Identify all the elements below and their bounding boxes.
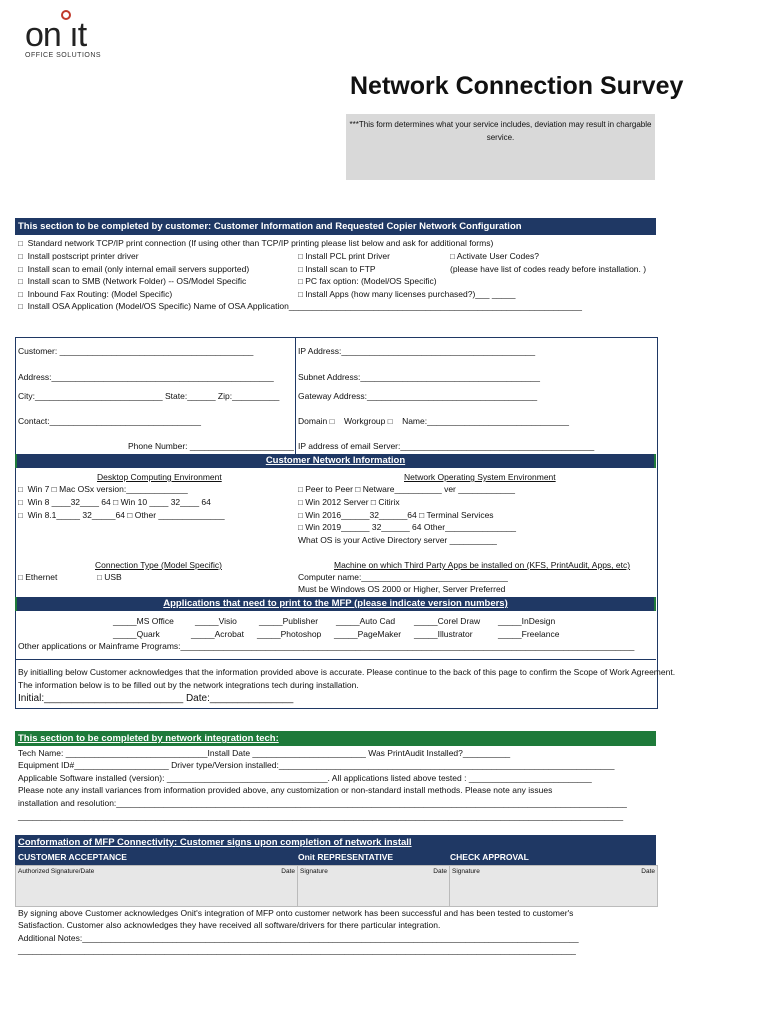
footer-line-1: By signing above Customer acknowledges Onit's integration of MFP onto customer network has been successful and has been tested to customer's: [18, 908, 574, 918]
ethernet-option[interactable]: □ Ethernet: [18, 572, 58, 582]
app-pagemaker[interactable]: _____PageMaker: [334, 629, 402, 639]
option-scan-ftp[interactable]: □ Install scan to FTP: [298, 264, 376, 274]
notice-text: ***This form determines what your service includes, deviation may result in chargable service.: [349, 120, 652, 142]
option-pcl[interactable]: □ Install PCL print Driver: [298, 251, 390, 261]
tech-section-header: This section to be completed by network integration tech:: [15, 731, 656, 746]
checkbox-icon: □: [18, 573, 23, 582]
date-label: Date: [281, 868, 295, 875]
checkbox-icon: □: [450, 252, 455, 261]
gateway-field[interactable]: Gateway Address:____________________________________: [298, 391, 538, 401]
network-env-title: Network Operating System Environment: [404, 472, 556, 482]
workgroup-label: Workgroup: [343, 416, 386, 426]
network-row-3[interactable]: □ Win 2016______32______64 □ Terminal Services: [298, 510, 494, 520]
customer-signature-box[interactable]: [15, 865, 298, 907]
checkbox-icon: □: [18, 511, 23, 520]
domain-label: Domain: [298, 416, 328, 426]
user-codes-note: (please have list of codes ready before installation. ): [450, 264, 647, 274]
info-divider: [295, 337, 296, 455]
address-field[interactable]: Address:_______________________________________________: [18, 372, 274, 382]
checkbox-icon: □: [298, 523, 303, 532]
conformation-header: Conformation of MFP Connectivity: Customer signs upon completion of network install: [15, 835, 656, 850]
footer-line-2: Satisfaction. Customer also acknowledges they have received all software/drivers for there particular integration.: [18, 920, 441, 930]
logo-ring-icon: [61, 10, 71, 20]
network-info-header: Customer Network Information: [15, 454, 656, 468]
option-standard-tcpip[interactable]: □ Standard network TCP/IP print connection (If using other than TCP/IP printing please list below and ask for additional forms): [18, 238, 494, 248]
checkbox-icon: □: [18, 252, 23, 261]
tech-line-2[interactable]: Equipment ID#____________________ Driver type/Version installed:_______________________________________________________________________: [18, 760, 615, 770]
option-pc-fax[interactable]: □ PC fax option: (Model/OS Specific): [298, 276, 437, 286]
checkbox-icon: □: [298, 265, 303, 274]
checkbox-icon: □: [298, 485, 303, 494]
tech-line-5[interactable]: installation and resolution:____________________________________________________________________________________________________________: [18, 798, 627, 808]
app-autocad[interactable]: _____Auto Cad: [336, 616, 396, 626]
checkbox-icon: □: [298, 498, 303, 507]
signature-label: Signature: [300, 868, 328, 875]
option-scan-smb[interactable]: □ Install scan to SMB (Network Folder) -- OS/Model Specific: [18, 276, 247, 286]
option-inbound-fax[interactable]: □ Inbound Fax Routing: (Model Specific): [18, 289, 173, 299]
tech-line-1[interactable]: Tech Name: ______________________________Install Date ________________________ Was PrintAudit Installed?__________: [18, 748, 511, 758]
checkbox-icon: □: [18, 265, 23, 274]
option-scan-email[interactable]: □ Install scan to email (only internal email servers supported): [18, 264, 250, 274]
apps-header: Applications that need to print to the MFP (please indicate version numbers): [15, 597, 656, 611]
logo-wordmark: on ıt: [25, 18, 101, 52]
checkbox-icon: □: [18, 277, 23, 286]
signature-label-2: Signature: [452, 868, 480, 875]
must-be-note: Must be Windows OS 2000 or Higher, Server Preferred: [298, 584, 506, 594]
ack-line-1: By initialling below Customer acknowledges that the information provided above is accurate. Please continue to the back of this page to confirm the Scope of Work Agreement.: [18, 667, 676, 677]
other-apps-field[interactable]: Other applications or Mainframe Programs:________________________________________________________________________________________________: [18, 641, 635, 651]
checkbox-icon[interactable]: □: [329, 417, 335, 426]
onit-rep-label: Onit REPRESENTATIVE: [298, 852, 394, 862]
ip-email-server-field[interactable]: IP address of email Server:_________________________________________: [298, 441, 595, 451]
app-ms-office[interactable]: _____MS Office: [113, 616, 174, 626]
tech-line-4: Please note any install variances from information provided above, any customization or non-standard install methods. Please note any issues: [18, 785, 553, 795]
customer-section-header: This section to be completed by customer: Customer Information and Requested Copier Network Configuration: [15, 218, 656, 235]
contact-field[interactable]: Contact:________________________________: [18, 416, 201, 426]
customer-field[interactable]: Customer: _________________________________________: [18, 346, 254, 356]
date-label-3: Date: [641, 868, 655, 875]
checkbox-icon: □: [298, 277, 303, 286]
network-row-2[interactable]: □ Win 2012 Server □ Citirix: [298, 497, 400, 507]
apps-divider: [15, 659, 656, 660]
option-postscript[interactable]: □ Install postscript printer driver: [18, 251, 139, 261]
app-photoshop[interactable]: _____Photoshop: [257, 629, 322, 639]
notice-box: [346, 114, 655, 180]
network-header-border: [15, 454, 656, 468]
checkbox-icon: □: [298, 511, 303, 520]
desktop-row-3[interactable]: □ Win 8.1_____ 32_____64 □ Other ______________: [18, 510, 225, 520]
initial-date-field[interactable]: Initial:_________________________ Date:_______________: [18, 693, 294, 704]
app-quark[interactable]: _____Quark: [113, 629, 160, 639]
onit-signature-box[interactable]: [297, 865, 450, 907]
checkbox-icon[interactable]: □: [387, 417, 393, 426]
checkbox-icon: □: [298, 252, 303, 261]
active-directory-field[interactable]: What OS is your Active Directory server __________: [298, 535, 497, 545]
checkbox-icon: □: [18, 302, 23, 311]
acceptance-bar: [15, 850, 656, 865]
logo-subtitle: OFFICE SOLUTIONS: [25, 52, 102, 59]
company-logo: [25, 18, 101, 59]
name-field[interactable]: Name:______________________________: [402, 416, 569, 426]
app-illustrator[interactable]: _____Illustrator: [414, 629, 473, 639]
phone-field[interactable]: Phone Number: ______________________: [128, 441, 294, 451]
additional-notes-field[interactable]: Additional Notes:_________________________________________________________________________________________________________: [18, 933, 579, 943]
customer-acceptance-label: CUSTOMER ACCEPTANCE: [18, 852, 127, 862]
checkbox-icon: □: [18, 498, 23, 507]
option-user-codes[interactable]: □ Activate User Codes?: [450, 251, 539, 261]
option-install-apps[interactable]: □ Install Apps (how many licenses purchased?)___ _____: [298, 289, 516, 299]
desktop-row-2[interactable]: □ Win 8 ____32____ 64 □ Win 10 ____ 32____ 64: [18, 497, 211, 507]
checkbox-icon: □: [18, 239, 23, 248]
checkbox-icon: □: [97, 573, 102, 582]
app-freelance[interactable]: _____Freelance: [498, 629, 560, 639]
check-approval-label: CHECK APPROVAL: [450, 852, 529, 862]
date-label-2: Date: [433, 868, 447, 875]
app-publisher[interactable]: _____Publisher: [259, 616, 319, 626]
ip-address-field[interactable]: IP Address:_________________________________________: [298, 346, 536, 356]
checkbox-icon: □: [298, 290, 303, 299]
check-approval-box[interactable]: [449, 865, 658, 907]
connection-type-title: Connection Type (Model Specific): [95, 560, 222, 570]
network-row-1[interactable]: □ Peer to Peer □ Netware__________ ver ____________: [298, 484, 515, 494]
additional-notes-line[interactable]: ______________________________________________________________________________________________________________________: [18, 945, 576, 955]
page-title: Network Connection Survey: [350, 72, 684, 100]
city-state-zip-field[interactable]: City:___________________________ State:______ Zip:__________: [18, 391, 280, 401]
tech-line-3[interactable]: Applicable Software installed (version): __________________________________. All applications listed above tested : __________________________: [18, 773, 592, 783]
computer-name-field[interactable]: Computer name:_______________________________: [298, 572, 508, 582]
network-row-4[interactable]: □ Win 2019______ 32______ 64 Other_______________: [298, 522, 517, 532]
domain-workgroup-row: [298, 416, 569, 426]
desktop-env-title: Desktop Computing Environment: [97, 472, 222, 482]
app-corel-draw[interactable]: _____Corel Draw: [414, 616, 481, 626]
usb-option[interactable]: □ USB: [97, 572, 122, 582]
app-acrobat[interactable]: _____Acrobat: [191, 629, 244, 639]
ack-line-2: The information below is to be filled out by the network integrations tech during installation.: [18, 680, 359, 690]
checkbox-icon: □: [18, 290, 23, 299]
checkbox-icon: □: [18, 485, 23, 494]
tech-line-6[interactable]: ________________________________________________________________________________________________________________________________: [18, 811, 624, 821]
option-osa-app[interactable]: □ Install OSA Application (Model/OS Specific) Name of OSA Application______________________________________________________________: [18, 301, 582, 311]
machine-title: Machine on which Third Party Apps be installed on (KFS, PrintAudit, Apps, etc): [334, 560, 631, 570]
subnet-field[interactable]: Subnet Address:______________________________________: [298, 372, 541, 382]
app-visio[interactable]: _____Visio: [195, 616, 237, 626]
authorized-signature-label: Authorized Signature/Date: [18, 868, 95, 875]
app-indesign[interactable]: _____InDesign: [498, 616, 556, 626]
desktop-row-1[interactable]: □ Win 7 □ Mac OSx version:_____________: [18, 484, 188, 494]
